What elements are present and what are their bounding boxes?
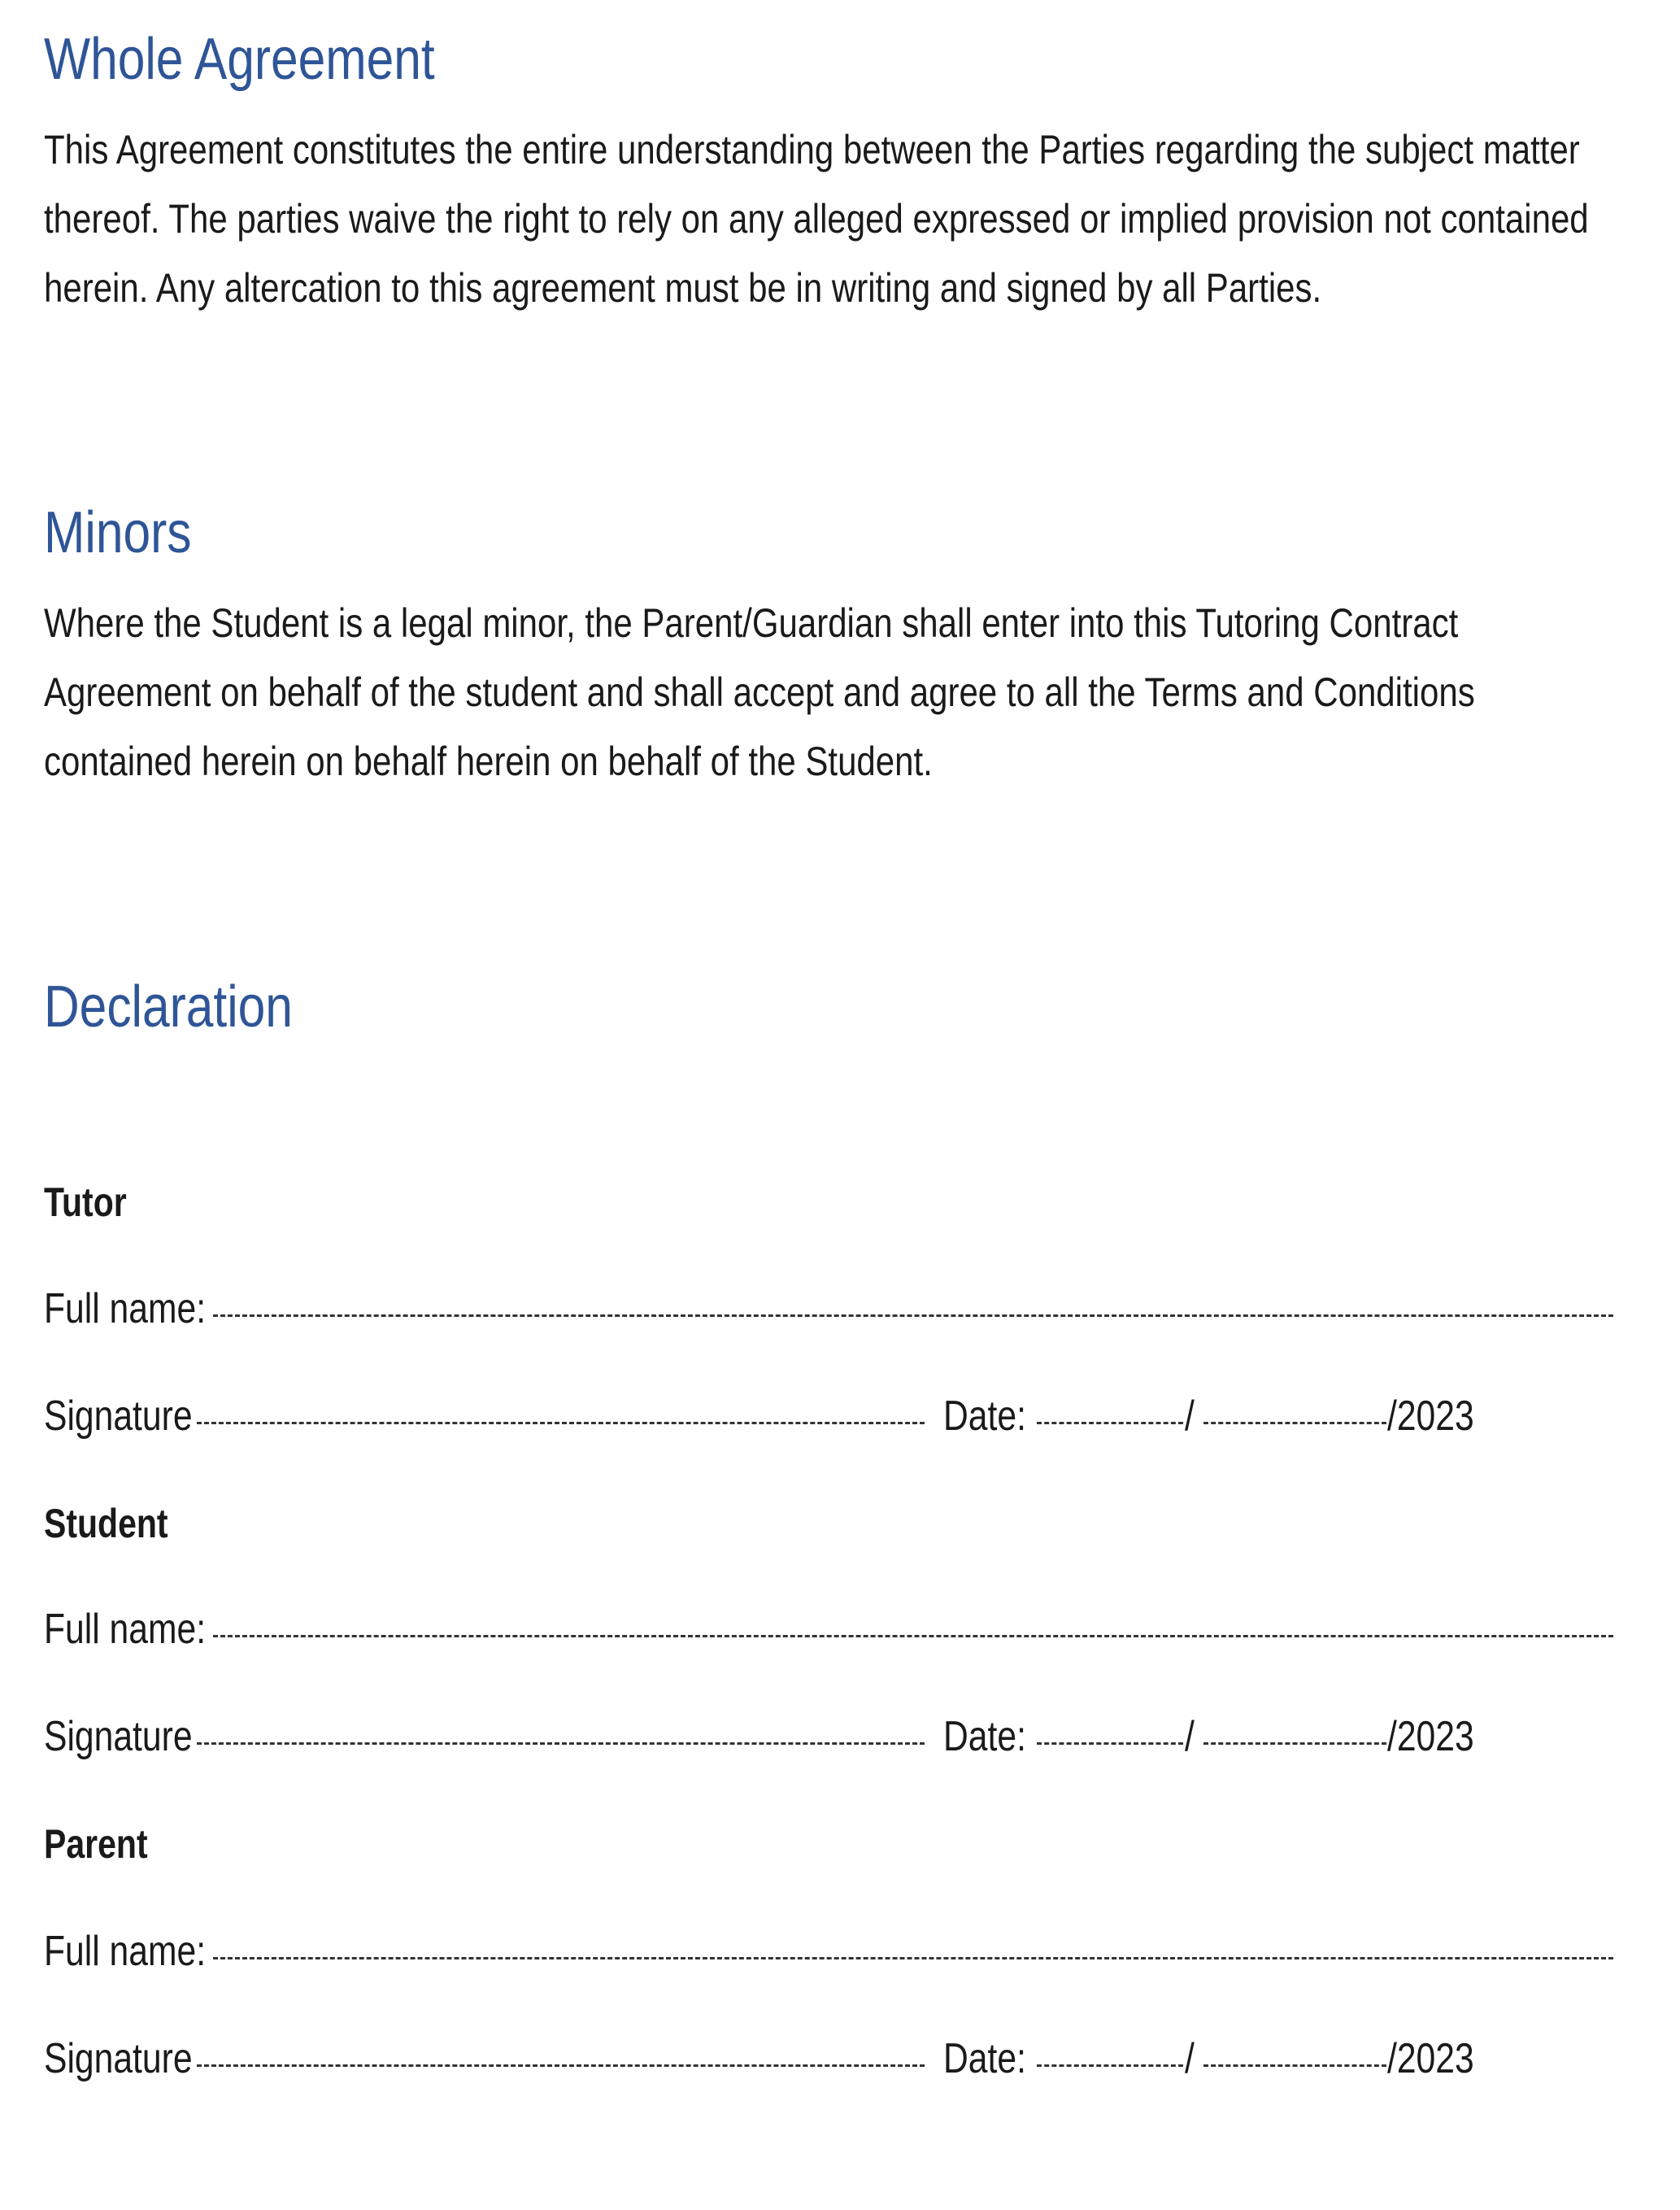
date-separator: / <box>1185 1393 1195 1440</box>
date-label: Date: <box>943 1393 1026 1440</box>
paragraph-line: Agreement on behalf of the student and shall accept and agree to all the Terms and Conditions <box>44 669 1475 715</box>
date-day-field-student[interactable] <box>1037 1742 1183 1745</box>
paragraph-whole-agreement <box>44 116 1615 323</box>
date-day-field-tutor[interactable] <box>1037 1422 1183 1424</box>
full-name-field-parent[interactable] <box>213 1957 1613 1959</box>
paragraph-line: herein. Any altercation to this agreement must be in writing and signed by all Parties. <box>44 265 1322 311</box>
full-name-label: Full name: <box>44 1928 207 1975</box>
signatory-title-student: Student <box>44 1501 168 1546</box>
date-month-field-tutor[interactable] <box>1203 1422 1386 1424</box>
signature-label: Signature <box>44 2035 193 2082</box>
date-day-field-parent[interactable] <box>1037 2064 1183 2067</box>
full-name-row-tutor <box>44 1280 242 1337</box>
date-label: Date: <box>943 1713 1026 1760</box>
paragraph-line: contained herein on behalf herein on behalf of the Student. <box>44 739 933 784</box>
paragraph-line: This Agreement constitutes the entire understanding between the Parties regarding the subject matter <box>44 127 1580 172</box>
full-name-label: Full name: <box>44 1606 207 1653</box>
signature-field-tutor[interactable] <box>197 1422 925 1424</box>
paragraph-line: Where the Student is a legal minor, the Parent/Guardian shall enter into this Tutoring Contract <box>44 600 1459 646</box>
heading-declaration: Declaration <box>44 974 293 1040</box>
full-name-field-tutor[interactable] <box>213 1314 1613 1317</box>
date-year: /2023 <box>1387 1713 1474 1760</box>
full-name-field-student[interactable] <box>213 1635 1613 1637</box>
signature-label: Signature <box>44 1713 193 1760</box>
full-name-row-student <box>44 1601 242 1658</box>
date-separator: / <box>1185 1713 1195 1760</box>
full-name-row-parent <box>44 1923 242 1980</box>
signature-field-student[interactable] <box>197 1742 925 1745</box>
paragraph-line: thereof. The parties waive the right to rely on any alleged expressed or implied provision not contained <box>44 196 1589 242</box>
signatory-title-parent: Parent <box>44 1821 148 1867</box>
full-name-label: Full name: <box>44 1285 207 1332</box>
date-year: /2023 <box>1387 2035 1474 2082</box>
signature-label: Signature <box>44 1393 193 1440</box>
date-year: /2023 <box>1387 1393 1474 1440</box>
date-label: Date: <box>943 2035 1026 2082</box>
paragraph-minors <box>44 589 1615 796</box>
date-separator: / <box>1185 2035 1195 2082</box>
signatory-title-tutor: Tutor <box>44 1179 127 1225</box>
signature-field-parent[interactable] <box>197 2064 925 2067</box>
date-month-field-student[interactable] <box>1203 1742 1386 1745</box>
date-month-field-parent[interactable] <box>1203 2064 1386 2067</box>
heading-whole-agreement: Whole Agreement <box>44 27 435 92</box>
heading-minors: Minors <box>44 500 192 565</box>
